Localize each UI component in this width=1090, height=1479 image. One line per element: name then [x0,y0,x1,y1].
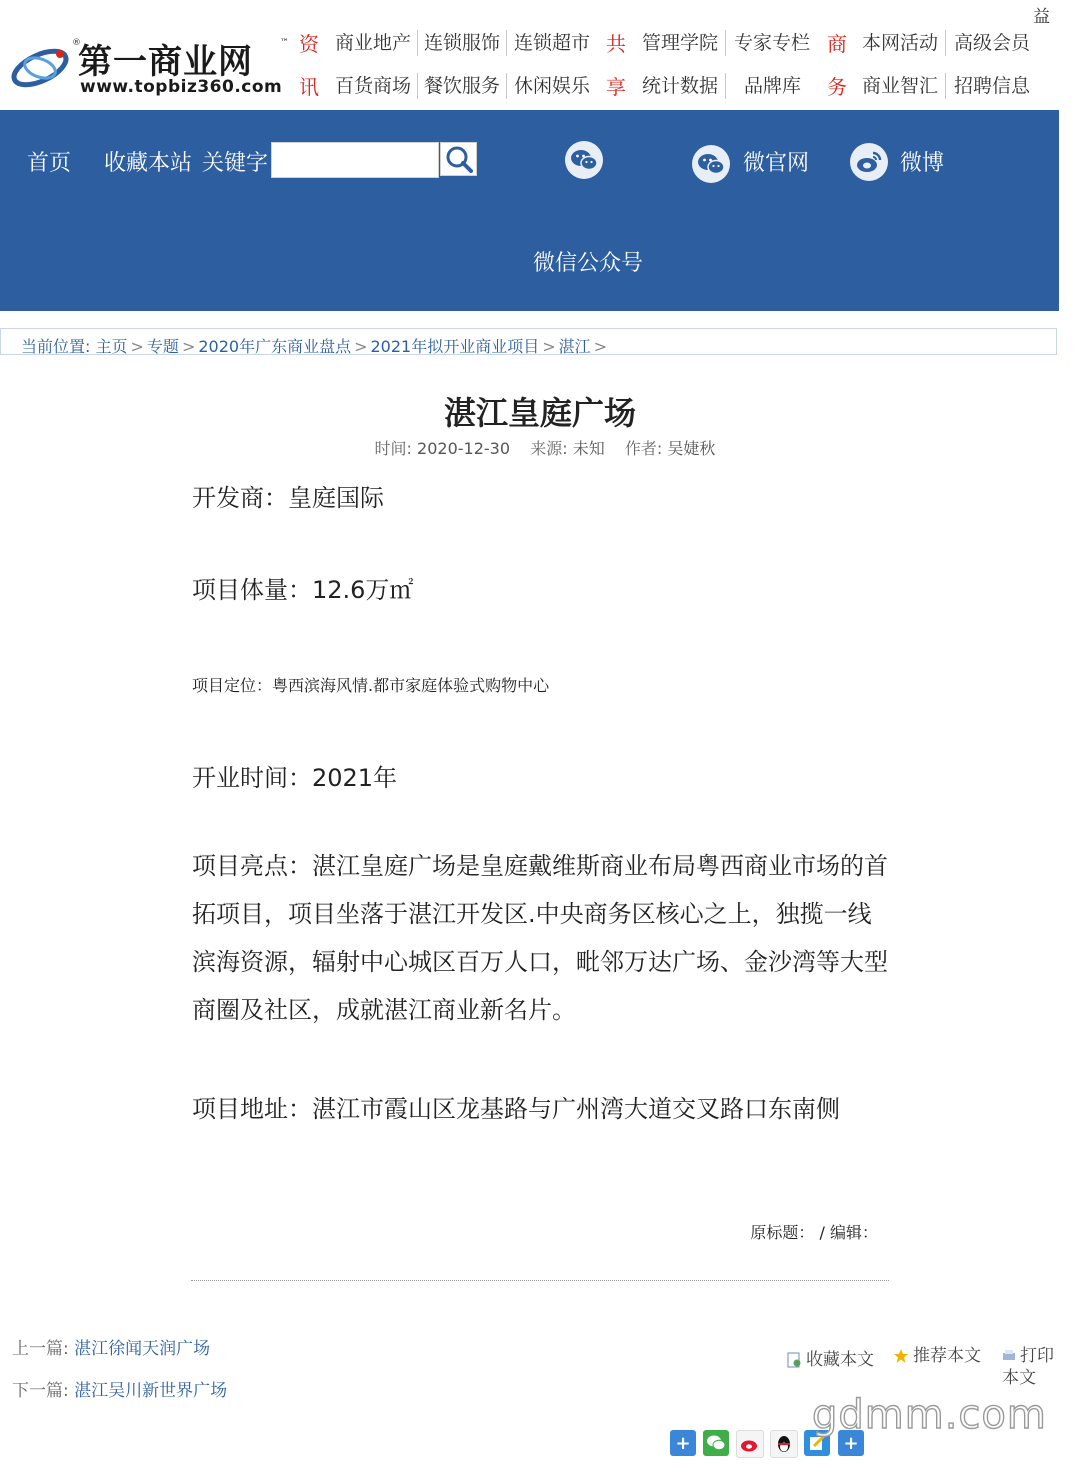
weibo-link[interactable]: 微博 [900,151,945,176]
print-label: 打印本文 [1002,1346,1054,1388]
next-article [12,1376,228,1401]
weibo-icon[interactable] [850,143,888,181]
developer-line: 开发商：皇庭国际 [192,484,384,512]
nav-category-xun: 讯 [299,75,319,99]
nav-divider [725,73,726,99]
positioning-line: 项目定位：粤西滨海风情.都市家庭体验式购物中心 [192,676,550,695]
nav-link[interactable]: 本网活动 [862,32,939,54]
wechat-glyph-icon [570,148,598,172]
breadcrumb-item[interactable]: 湛江 [558,337,591,356]
breadcrumb-separator: > [354,337,368,356]
nav-link[interactable]: 统计数据 [642,75,719,97]
collect-label: 收藏本文 [806,1350,874,1370]
share-wechat-icon[interactable] [703,1430,729,1456]
nav-link[interactable]: 品牌库 [744,75,802,97]
top-corner-char: 益 [1033,7,1050,27]
nav-divider [417,30,418,56]
author-label: 作者: [624,439,663,458]
breadcrumb [0,328,1057,355]
share-plus-icon[interactable]: + [838,1430,864,1456]
nav-link[interactable]: 百货商场 [335,75,412,97]
article-title: 湛江皇庭广场 [443,394,636,432]
address-line: 项目地址：湛江市霞山区龙基路与广州湾大道交叉路口东南侧 [192,1095,840,1123]
keyword-search-input[interactable] [271,142,439,178]
breadcrumb-label: 当前位置: [21,337,91,356]
recommend-article-button[interactable] [893,1345,983,1367]
logo-orbit-icon [10,40,76,92]
wechat-glyph-icon [706,1434,726,1452]
logo-url: www.topbiz360.com [80,77,283,97]
logo-name: 第一商业网 [78,42,253,82]
star-icon [893,1348,909,1364]
breadcrumb-item[interactable]: 2021年拟开业商业项目 [370,337,540,356]
time-label: 时间: [374,439,412,458]
nav-divider [945,73,946,99]
nav-category-zi: 资 [299,32,319,56]
original-title-line: 原标题： / 编辑： [750,1223,878,1242]
weibo-glyph-icon [855,150,883,174]
prev-article [12,1334,210,1359]
nav-category-xiang: 享 [606,75,626,99]
publish-time: 2020-12-30 [417,439,511,458]
breadcrumb-separator: > [130,337,144,356]
nav-category-shang: 商 [827,32,847,56]
nav-link[interactable]: 专家专栏 [734,32,811,54]
share-qq-icon[interactable] [770,1430,798,1458]
nav-link[interactable]: 休闲娱乐 [514,75,591,97]
site-logo[interactable] [10,30,289,105]
search-button[interactable] [440,142,477,176]
keyword-label: 关键字 [202,151,269,176]
nav-divider [506,73,507,99]
article-author: 吴婕秋 [667,439,716,458]
share-more-icon[interactable]: + [670,1430,696,1456]
next-article-link[interactable]: 湛江吴川新世界广场 [74,1381,228,1401]
article-source: 未知 [572,439,605,458]
nav-link[interactable]: 连锁服饰 [424,32,501,54]
nav-category-wu: 务 [827,75,847,99]
breadcrumb-item[interactable]: 2020年广东商业盘点 [198,337,352,356]
weiguanwang-icon[interactable] [692,145,730,183]
wechat-account-link[interactable]: 微信公众号 [533,251,644,276]
favorite-site-link[interactable]: 收藏本站 [104,151,193,176]
weibo-glyph-icon [740,1435,760,1453]
recommend-label: 推荐本文 [913,1346,981,1366]
wechat-glyph-icon [697,152,725,176]
source-label: 来源: [530,439,568,458]
share-weibo-icon[interactable] [736,1430,764,1458]
logo-registered-mark: ® [72,38,81,48]
highlight-paragraph: 项目亮点：湛江皇庭广场是皇庭戴维斯商业布局粤西商业市场的首拓项目，项目坐落于湛江开发区.中央商务区核心之上，独揽一线滨海资源，辐射中心城区百万人口，毗邻万达广场、金沙湾等大型商圈及社区，成就湛江商业新名片。 [192,852,888,1024]
site-header [0,22,1060,110]
breadcrumb-separator: > [593,337,608,356]
volume-line: 项目体量：12.6万㎡ [192,576,414,604]
prev-article-link[interactable]: 湛江徐闻天润广场 [74,1339,211,1359]
nav-divider [725,30,726,56]
nav-link[interactable]: 商业智汇 [862,75,939,97]
content-divider [191,1280,889,1281]
bookmark-icon [786,1352,802,1368]
next-label: 下一篇: [12,1381,69,1401]
print-article-button[interactable] [1002,1345,1062,1389]
collect-article-button[interactable] [786,1345,874,1370]
nav-link[interactable]: 连锁超市 [514,32,591,54]
breadcrumb-item[interactable]: 专题 [146,337,179,356]
nav-category-gong: 共 [606,32,626,56]
nav-link[interactable]: 餐饮服务 [424,75,501,97]
logo-trademark: ™ [280,38,289,48]
nav-link[interactable]: 招聘信息 [954,75,1031,97]
weiguanwang-link[interactable]: 微官网 [743,151,810,176]
nav-divider [506,30,507,56]
print-icon [1002,1349,1016,1363]
prev-label: 上一篇: [12,1339,69,1359]
article-meta [0,436,1090,459]
qq-penguin-icon [775,1434,793,1454]
watermark-text: gdmm.com [812,1392,1047,1438]
breadcrumb-separator: > [181,337,196,356]
nav-link[interactable]: 商业地产 [335,32,412,54]
nav-divider [417,73,418,99]
home-link[interactable]: 首页 [27,151,72,176]
wechat-icon[interactable] [565,141,603,179]
main-nav-bar [0,110,1059,311]
breadcrumb-item[interactable]: 主页 [95,337,128,356]
nav-divider [945,30,946,56]
opening-line: 开业时间：2021年 [192,764,398,792]
breadcrumb-separator: > [542,337,556,356]
search-icon [444,144,474,174]
nav-link[interactable]: 管理学院 [642,32,719,54]
nav-link[interactable]: 高级会员 [954,32,1031,54]
